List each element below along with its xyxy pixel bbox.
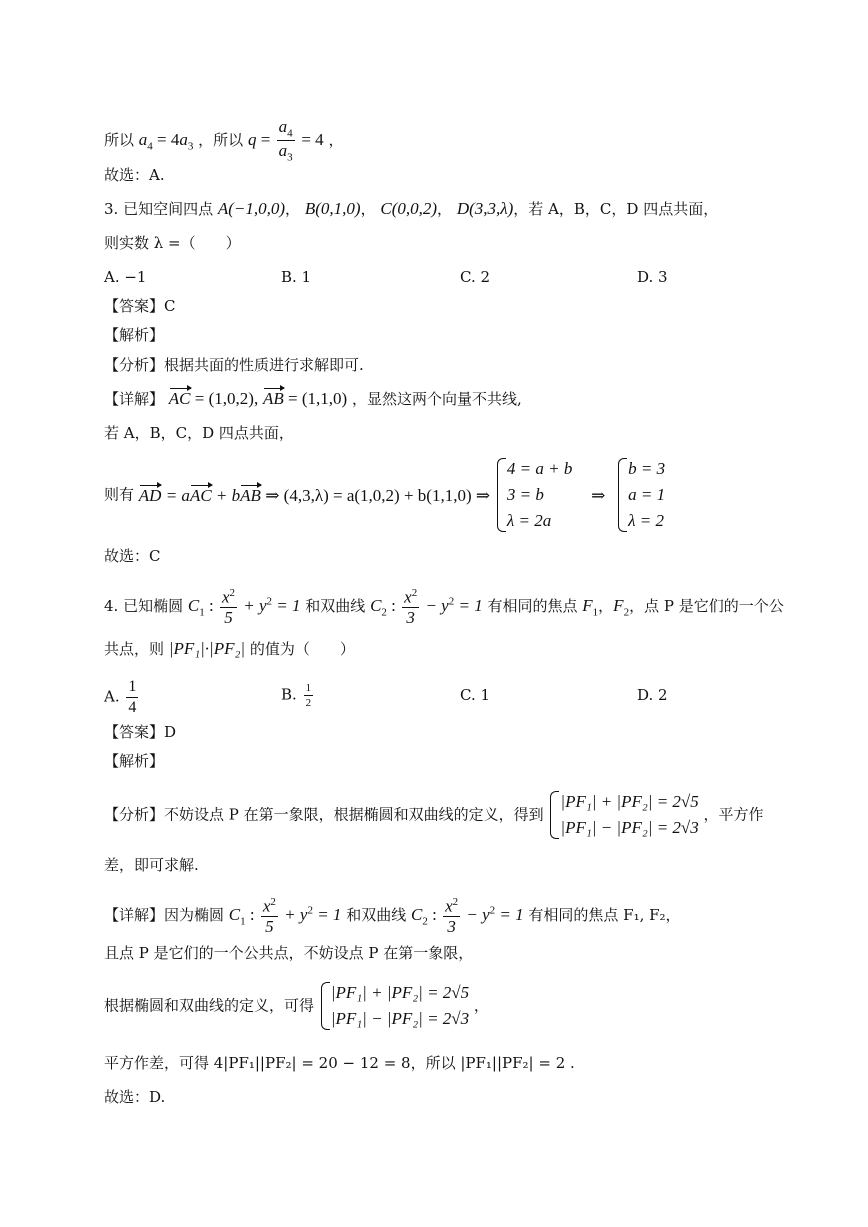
math-eq1: = 4: [152, 129, 180, 149]
math-c2-2: $C_2$: [410, 904, 428, 928]
sep: ，: [285, 200, 301, 218]
math-a4: $a_4$: [138, 129, 153, 153]
system-b: [319, 980, 469, 1032]
q4-option-c: C. 1: [460, 686, 491, 704]
ellipse-tail-2: + $y^2 = 1$: [279, 904, 342, 924]
vector-ab-2: AB: [240, 485, 261, 505]
system-a-row: |PF₁| − |PF₂| = 2√3: [560, 818, 699, 837]
vector-ad: AD: [138, 485, 162, 505]
q4-fenxi-b: ，平方作: [703, 805, 764, 824]
q4-stem-c: ，点 P 是它们的一个公: [629, 596, 784, 615]
q3-choose: 故选：C: [104, 547, 161, 565]
colon: :: [204, 595, 218, 615]
ellipse-tail: + $y^2 = 1$: [238, 595, 301, 615]
q4-fenxi-c: 差，即可求解.: [104, 856, 199, 874]
option-a-fraction: $\frac{1}{4}$: [128, 678, 137, 716]
math-q: q: [247, 129, 257, 149]
q3-point-a: A(−1,0,0): [217, 199, 286, 218]
system-a-row: |PF₁| + |PF₂| = 2√5: [560, 792, 699, 811]
q4-detail-e-tail: ，: [473, 996, 489, 1015]
vector-ab: AB: [262, 389, 284, 408]
q3-point-b: B(0,1,0): [304, 199, 361, 218]
q4-detail-a: 【详解】因为椭圆: [104, 905, 229, 924]
system-1-row: λ = 2a: [506, 511, 552, 530]
hyperbola-tail-2: − $y^2 = 1$: [462, 904, 524, 924]
system-1-row: 4 = a + b: [506, 459, 573, 478]
math-f1: $F_1$: [582, 595, 599, 619]
eq-mid: ⇒ (4,3,λ) = a(1,0,2) + b(1,1,0) ⇒: [260, 485, 491, 505]
q4-option-d: D. 2: [637, 686, 668, 704]
choose-a: 故选：A.: [104, 166, 165, 184]
q4-detail-line3: [104, 980, 489, 1032]
q3-stem-line2: 则实数 λ =（ ）: [104, 234, 241, 252]
q3-equation-line: [104, 456, 665, 534]
q4-stem-d: 共点，则: [104, 640, 169, 658]
system-2-row: a = 1: [628, 485, 666, 504]
q3-stem-b: ，若 A，B，C，D 四点共面，: [513, 200, 719, 218]
math-f2: $F_2$: [613, 595, 630, 619]
system-a: [548, 789, 698, 841]
q4-detail-c: 有相同的焦点 F₁, F₂，: [528, 905, 681, 924]
q4-stem-e: 的值为（ ）: [249, 640, 355, 658]
q4-stem-a: 4. 已知椭圆: [104, 596, 188, 615]
q4-fenxi-line: [104, 789, 764, 841]
text-mid: ，所以: [198, 130, 244, 149]
q4-choose: 故选：D.: [104, 1088, 166, 1106]
text-prefix: 所以: [104, 130, 135, 149]
q3-point-d: D(3,3,λ): [456, 199, 514, 218]
fraction-hyperbola-2: $\frac{x^2}{3}$: [445, 896, 459, 936]
q4-fenxi-a: 【分析】不妨设点 P 在第一象限，根据椭圆和双曲线的定义，得到: [104, 805, 544, 824]
then-has: 则有: [104, 485, 139, 504]
math-c2: $C_2$: [370, 595, 387, 619]
hyperbola-tail: − $y^2 = 1$: [421, 595, 483, 615]
sep: ，: [437, 200, 453, 218]
system-b-row: |PF₁| + |PF₂| = 2√5: [330, 983, 470, 1002]
system-b-row: |PF₁| − |PF₂| = 2√3: [330, 1009, 470, 1028]
q4-detail-line1: 【详解】因为椭圆 $C_1$ : $\frac{x^2}{5}$ + $y^2 = 1$ 和双曲线 $C_2$ : $\frac{x^2}{3}$ − $y^2 = 1$ 有相同的焦点 F₁, F₂，: [104, 896, 681, 936]
math-c1: $C_1$: [187, 595, 205, 619]
q4-option-a: [104, 678, 140, 717]
q4-and-hyper: 和双曲线: [305, 596, 371, 615]
math-a3: $a_3$: [179, 129, 194, 153]
q4-option-b: [281, 682, 315, 709]
fraction-ellipse-2: $\frac{x^2}{5}$: [262, 896, 276, 936]
q3-analysis: 【解析】: [104, 326, 165, 344]
sep: ，: [360, 200, 376, 218]
q3-point-c: C(0,0,2): [380, 199, 438, 218]
option-b-fraction: $\frac{1}{2}$: [305, 682, 312, 709]
q3-option-b: B. 1: [281, 268, 312, 286]
vector-ac: AC: [168, 389, 191, 408]
fraction-ellipse: $\frac{x^2}{5}$: [221, 587, 235, 627]
q3-fenxi: 【分析】根据共面的性质进行求解即可.: [104, 356, 364, 374]
detail-label: 【详解】: [104, 390, 165, 408]
fraction-a4-a3: $\frac{a_4}{a_3}$: [278, 117, 293, 164]
math-eq2: =: [256, 129, 275, 149]
text-suffix: ，: [328, 130, 344, 149]
system-1: [495, 456, 572, 534]
q3-coplanar: 若 A，B，C，D 四点共面，: [104, 424, 294, 442]
system-2-row: λ = 2: [628, 511, 664, 530]
q4-detail-e: 根据椭圆和双曲线的定义，可得: [104, 996, 315, 1015]
detail-tail: ，显然这两个向量不共线,: [351, 390, 522, 408]
q4-product: |PF₁|·|PF₂|: [168, 639, 246, 658]
vector-ab-value: = (1,1,0): [283, 389, 348, 408]
math-c1-2: $C_1$: [228, 904, 246, 928]
q4-stem-line2: [104, 640, 355, 657]
eq-eq: = a: [161, 485, 190, 505]
q4-stem-line1: 4. 已知椭圆 $C_1$ : $\frac{x^2}{5}$ + $y^2 = 1$ 和双曲线 $C_2$ : $\frac{x^2}{3}$ − $y^2 = 1$ 有相同的焦点 $F_1$，$F_2$，点 P 是它们的一个公: [104, 587, 784, 627]
q3-option-d: D. 3: [637, 268, 668, 286]
fraction-hyperbola: $\frac{x^2}{3}$: [404, 587, 418, 627]
q3-answer: 【答案】C: [104, 297, 176, 315]
q3-option-c: C. 2: [460, 268, 491, 286]
option-label: B.: [281, 685, 297, 704]
system-2-row: b = 3: [628, 459, 666, 478]
q4-detail-b: 和双曲线: [346, 905, 411, 924]
q3-option-a: A. −1: [104, 268, 147, 286]
system-2: [616, 456, 665, 534]
q3-detail-line: [104, 390, 522, 407]
q4-detail-f: 平方作差，可得 4|PF₁||PF₂| = 20 − 12 = 8，所以 |PF₁||PF₂| = 2 .: [104, 1054, 575, 1072]
math-res: = 4: [301, 129, 324, 149]
vector-ac-value: = (1,0,2),: [190, 389, 259, 408]
line-ratio: [104, 118, 343, 164]
eq-plus: + b: [211, 485, 241, 505]
system-1-row: 3 = b: [506, 485, 544, 504]
q3-stem-line1: [104, 200, 718, 217]
implies-arrow: ⇒: [591, 485, 606, 505]
colon: :: [386, 595, 401, 615]
q4-stem-b: 有相同的焦点: [487, 596, 583, 615]
q3-stem-a: 3. 已知空间四点: [104, 200, 218, 218]
q4-answer: 【答案】D: [104, 723, 177, 741]
q4-analysis: 【解析】: [104, 752, 165, 770]
q4-detail-d: 且点 P 是它们的一个公共点，不妨设点 P 在第一象限，: [104, 944, 474, 962]
vector-ac-2: AC: [189, 485, 212, 505]
option-label: A.: [104, 687, 120, 706]
